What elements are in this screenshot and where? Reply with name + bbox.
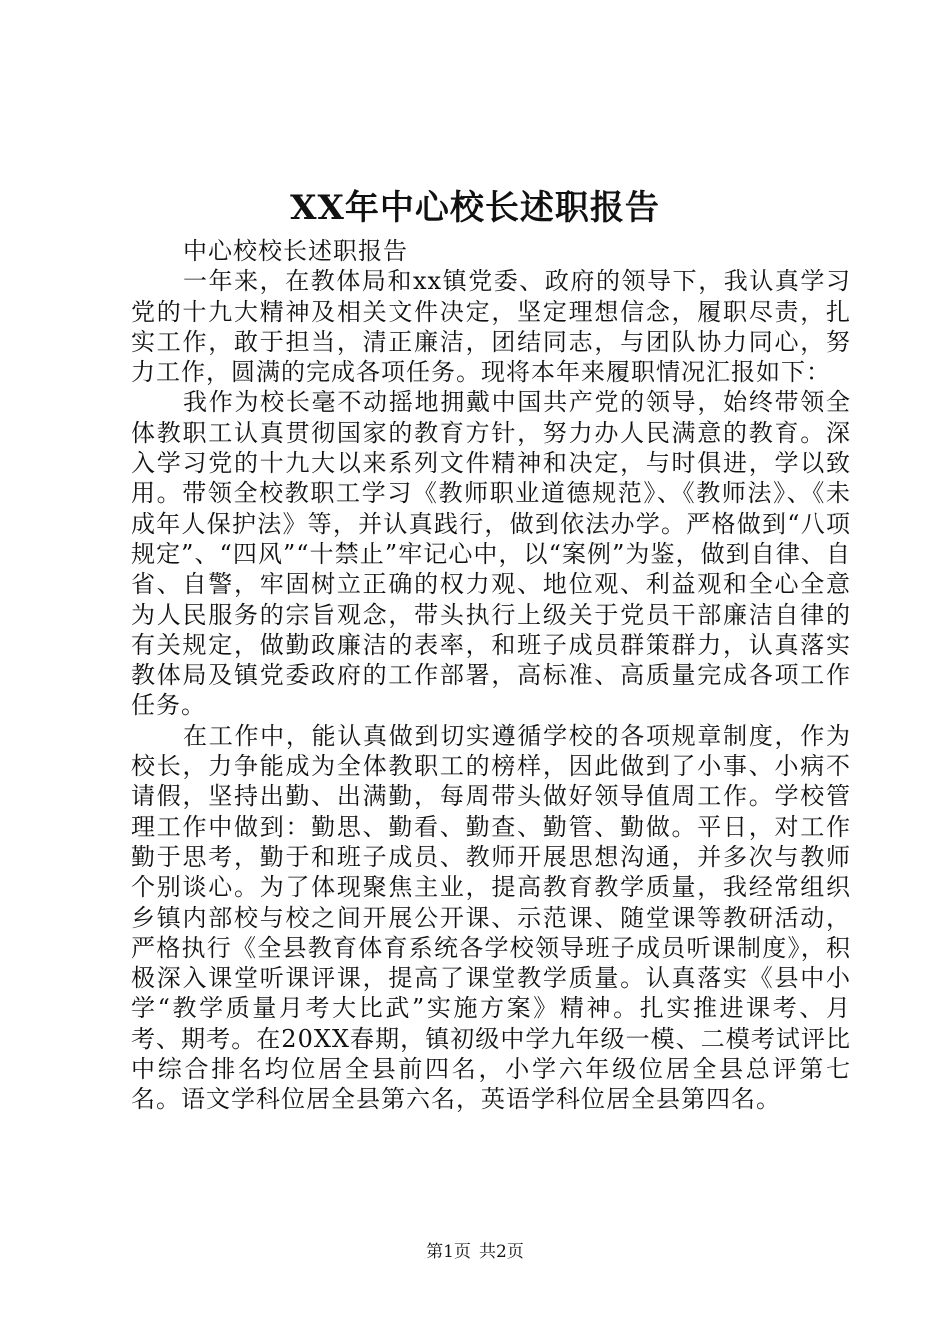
page-footer	[0, 1241, 950, 1263]
subtitle-paragraph: 中心校校长述职报告	[183, 237, 408, 265]
body-paragraph-leadership: 我作为校长毫不动摇地拥戴中国共产党的领导，始终带领全体教职工认真贯彻国家的教育方针，努力办人民满意的教育。深入学习党的十九大以来系列文件精神和决定，与时俱进，学以致用。带领全校教职工学习《教师职业道德规范》、《教师法》、《未成年人保护法》等，并认真践行，做到依法办学。严格做到“八项规定”、“四风”“十禁止”牢记心中，以“案例”为鉴，做到自律、自省、自警，牢固树立正确的权力观、地位观、利益观和全心全意为人民服务的宗旨观念，带头执行上级关于党员干部廉洁自律的有关规定，做勤政廉洁的表率，和班子成员群策群力，认真落实教体局及镇党委政府的工作部署，高标准、高质量完成各项工作任务。	[131, 388, 851, 720]
body-paragraph-work: 在工作中，能认真做到切实遵循学校的各项规章制度，作为校长，力争能成为全体教职工的榜样，因此做到了小事、小病不请假，坚持出勤、出满勤，每周带头做好领导值周工作。学校管理工作中做到：勤思、勤看、勤查、勤管、勤做。平日，对工作勤于思考，勤于和班子成员、教师开展思想沟通，并多次与教师个别谈心。为了体现聚焦主业，提高教育教学质量，我经常组织乡镇内部校与校之间开展公开课、示范课、随堂课等教研活动，严格执行《全县教育体育系统各学校领导班子成员听课制度》，积极深入课堂听课评课，提高了课堂教学质量。认真落实《县中小学“教学质量月考大比武”实施方案》精神。扎实推进课考、月考、期考。在20XX春期，镇初级中学九年级一模、二模考试评比中综合排名均位居全县前四名，小学六年级位居全县总评第七名。语文学科位居全县第六名，英语学科位居全县第四名。	[131, 721, 851, 1114]
page-total: 共2页	[479, 1242, 524, 1262]
page-number: 第1页	[426, 1242, 471, 1262]
document-body	[131, 236, 851, 1115]
document-title: XX年中心校长述职报告	[290, 188, 660, 228]
intro-paragraph: 一年来，在教体局和xx镇党委、政府的领导下，我认真学习党的十九大精神及相关文件决定，坚定理想信念，履职尽责，扎实工作，敢于担当，清正廉洁，团结同志，与团队协力同心，努力工作，圆满的完成各项任务。现将本年来履职情况汇报如下：	[131, 267, 851, 387]
